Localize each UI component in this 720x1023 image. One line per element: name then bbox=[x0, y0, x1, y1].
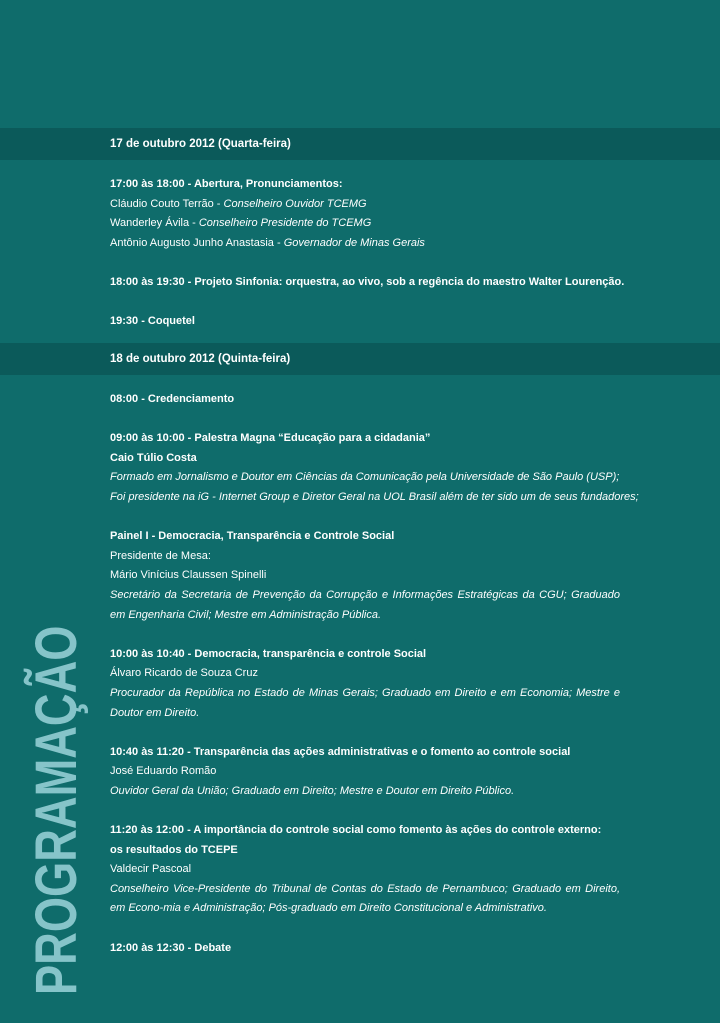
talk1-speaker: Álvaro Ricardo de Souza Cruz bbox=[110, 667, 258, 680]
talk3-title-cont: os resultados do TCEPE bbox=[110, 843, 238, 856]
keynote-bio: Formado em Jornalismo e Doutor em Ciências da Comunicação pela Universidade de São Paulo (USP); bbox=[110, 471, 620, 484]
panel-chair: Mário Vinícius Claussen Spinelli bbox=[110, 569, 267, 582]
separator: - bbox=[273, 236, 284, 249]
speaker-name: Antônio Augusto Junho Anastasia bbox=[110, 236, 274, 249]
debate-item: 12:00 às 12:30 - Debate bbox=[110, 941, 232, 954]
day2-header-band bbox=[0, 343, 720, 375]
day2-header: 18 de outubro 2012 (Quinta-feira) bbox=[110, 353, 291, 365]
talk2-speaker: José Eduardo Romão bbox=[110, 765, 217, 778]
speaker-row bbox=[110, 234, 620, 254]
speaker-role: Governador de Minas Gerais bbox=[283, 236, 425, 249]
concert-item: 18:00 às 19:30 - Projeto Sinfonia: orquestra, ao vivo, sob a regência do maestro Walter Lourenção. bbox=[110, 275, 625, 288]
talk2-title: 10:40 às 11:20 - Transparência das ações administrativas e o fomento ao controle social bbox=[110, 745, 571, 758]
talk2-bio: Ouvidor Geral da União; Graduado em Direito; Mestre e Doutor em Direito Público. bbox=[110, 784, 515, 797]
keynote-speaker: Caio Túlio Costa bbox=[110, 451, 197, 464]
talk3-title: 11:20 às 12:00 - A importância do controle social como fomento às ações do controle externo: bbox=[110, 824, 602, 837]
day2-schedule bbox=[110, 390, 639, 958]
day1-schedule bbox=[110, 175, 625, 332]
speaker-row bbox=[110, 214, 620, 234]
speaker-name: Cláudio Couto Terrão bbox=[110, 197, 214, 210]
talk1-bio: Procurador da República no Estado de Minas Gerais; Graduado em Direito e em Economia; Mestre e Doutor em Direito. bbox=[110, 686, 620, 719]
speaker-name: Wanderley Ávila bbox=[110, 217, 190, 230]
opening-title: 17:00 às 18:00 - Abertura, Pronunciamentos: bbox=[110, 178, 343, 190]
side-title: PROGRAMAÇÃO bbox=[24, 625, 89, 995]
speaker-row bbox=[110, 195, 620, 215]
separator: - bbox=[213, 197, 224, 210]
keynote-title: 09:00 às 10:00 - Palestra Magna “Educação para a cidadania” bbox=[110, 432, 431, 445]
speaker-role: Conselheiro Ouvidor TCEMG bbox=[223, 197, 367, 210]
separator: - bbox=[189, 217, 199, 230]
panel-title: Painel I - Democracia, Transparência e Controle Social bbox=[110, 530, 395, 543]
day1-header: 17 de outubro 2012 (Quarta-feira) bbox=[110, 138, 291, 150]
keynote-bio: Foi presidente na iG - Internet Group e Diretor Geral na UOL Brasil além de ter sido um de seus fundadores; bbox=[110, 490, 639, 503]
talk3-bio: Conselheiro Vice-Presidente do Tribunal de Contas do Estado de Pernambuco; Graduado em Direito, em Econo-mia e Administração; Pós-graduado em Direito Constitucional e Administrativo. bbox=[110, 882, 620, 915]
cocktail-item: 19:30 - Coquetel bbox=[110, 315, 195, 328]
talk1-title: 10:00 às 10:40 - Democracia, transparência e controle Social bbox=[110, 647, 427, 660]
panel-chair-label: Presidente de Mesa: bbox=[110, 549, 211, 562]
speaker-role: Conselheiro Presidente do TCEMG bbox=[198, 217, 372, 230]
talk3-speaker: Valdecir Pascoal bbox=[110, 863, 192, 876]
registration-item: 08:00 - Credenciamento bbox=[110, 393, 235, 405]
panel-chair-bio: Secretário da Secretaria de Prevenção da Corrupção e Informações Estratégicas da CGU; Graduado em Engenharia Civil; Mestre em Administração Pública. bbox=[110, 588, 620, 621]
day1-header-band bbox=[0, 128, 720, 160]
